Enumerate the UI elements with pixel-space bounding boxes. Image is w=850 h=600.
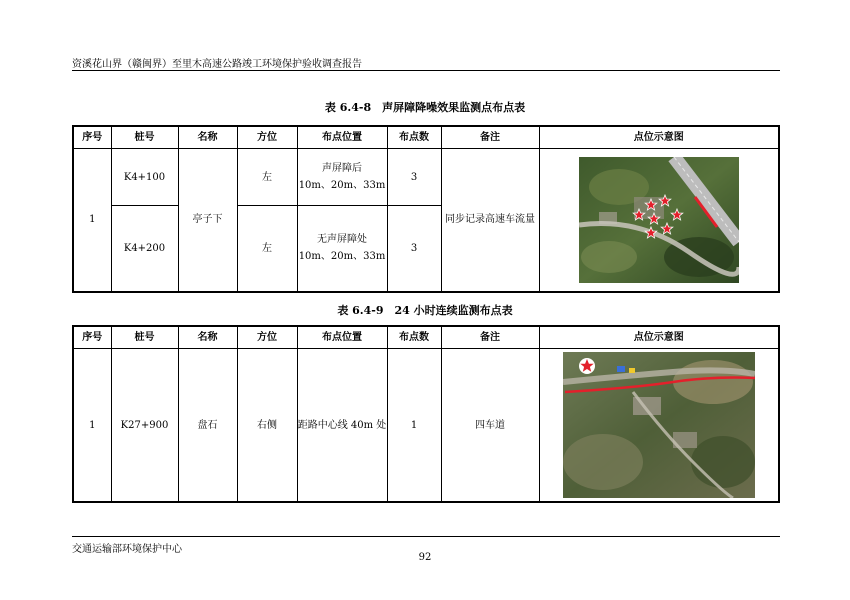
col-header-map: 点位示意图: [539, 326, 779, 349]
cell-side: 右侧: [237, 349, 297, 503]
site-map-cell: [539, 349, 779, 503]
col-header-position: 布点位置: [297, 126, 387, 149]
col-header-seq: 序号: [73, 326, 111, 349]
col-header-name: 名称: [178, 126, 237, 149]
site-map-cell: [539, 149, 779, 292]
page-number: 92: [418, 552, 432, 563]
cell-stake: K4+200: [111, 206, 178, 292]
cell-position: [297, 206, 387, 292]
col-header-count: 布点数: [387, 126, 441, 149]
col-header-side: 方位: [237, 126, 297, 149]
cell-side: 左: [237, 149, 297, 206]
monitoring-point-marker: [579, 358, 595, 374]
position-label: 声屏障后: [322, 163, 362, 174]
cell-position: 距路中心线 40m 处: [297, 349, 387, 503]
table-row: [73, 149, 779, 206]
cell-side: 左: [237, 206, 297, 292]
cell-position: [297, 149, 387, 206]
cell-remark: 四车道: [441, 349, 539, 503]
table1-caption: 表 6.4-8 声屏障降噪效果监测点布点表: [324, 101, 526, 114]
satellite-map-image: [563, 352, 755, 498]
cell-name: 亭子下: [178, 149, 237, 292]
cell-count: 1: [387, 349, 441, 503]
table-header-row: [73, 126, 779, 149]
cell-remark: 同步记录高速车流量: [441, 149, 539, 292]
footer-divider: [72, 536, 780, 537]
col-header-remark: 备注: [441, 126, 539, 149]
col-header-stake: 桩号: [111, 326, 178, 349]
cell-count: 3: [387, 149, 441, 206]
cell-stake: K27+900: [111, 349, 178, 503]
cell-stake: K4+100: [111, 149, 178, 206]
table-header-row: [73, 326, 779, 349]
position-distances: 10m、20m、33m: [298, 251, 386, 263]
table2-caption: 表 6.4-9 24 小时连续监测布点表: [337, 304, 513, 317]
cell-name: 盘石: [178, 349, 237, 503]
header-divider: [72, 70, 780, 71]
noise-barrier-monitoring-table: [72, 125, 780, 293]
table-row: [73, 349, 779, 503]
col-header-side: 方位: [237, 326, 297, 349]
continuous-monitoring-table: [72, 325, 780, 503]
col-header-stake: 桩号: [111, 126, 178, 149]
col-header-position: 布点位置: [297, 326, 387, 349]
satellite-map-image: [579, 157, 739, 283]
cell-seq: 1: [73, 349, 111, 503]
position-label: 无声屏障处: [317, 234, 367, 246]
position-distances: 10m、20m、33m: [298, 180, 386, 191]
report-header-title: 资溪花山界（赣闽界）至里木高速公路竣工环境保护验收调查报告: [72, 59, 362, 70]
col-header-seq: 序号: [73, 126, 111, 149]
cell-count: 3: [387, 206, 441, 292]
cell-seq: 1: [73, 149, 111, 292]
footer-organization: 交通运输部环境保护中心: [72, 544, 182, 555]
col-header-map: 点位示意图: [539, 126, 779, 149]
col-header-remark: 备注: [441, 326, 539, 349]
col-header-count: 布点数: [387, 326, 441, 349]
col-header-name: 名称: [178, 326, 237, 349]
